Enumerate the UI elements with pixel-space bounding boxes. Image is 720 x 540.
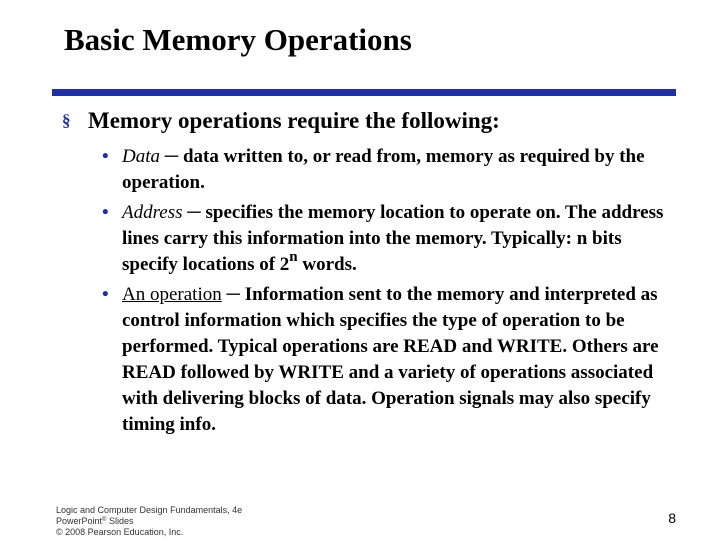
footer-line-2-a: PowerPoint: [56, 516, 103, 526]
footer-line-3: © 2008 Pearson Education, Inc.: [56, 527, 184, 537]
footer-registered-mark: ®: [102, 517, 107, 523]
footer-line-2-b: Slides: [106, 516, 134, 526]
dash: ─: [160, 146, 183, 167]
footer-line-2: [56, 516, 242, 527]
dash: ─: [221, 284, 245, 305]
list-item-data: [102, 144, 682, 196]
dash: ─: [182, 202, 206, 223]
term-operation: An operation: [122, 284, 222, 305]
item-text: specifies the memory location to operate on. The address lines carry this information into the memory. Typically: n bits specify locations of 2: [122, 202, 664, 275]
main-bullet-text: Memory operations require the following:: [88, 108, 500, 133]
slide-title: Basic Memory Operations: [64, 22, 412, 57]
square-bullet-icon: §: [62, 111, 71, 130]
page-number: 8: [668, 510, 676, 526]
main-bullet: [62, 108, 702, 134]
item-text-end: words.: [297, 254, 357, 275]
bullet-dot-icon: •: [102, 284, 109, 305]
item-text: data written to, or read from, memory as required by the operation.: [122, 146, 645, 193]
bullet-dot-icon: •: [102, 202, 109, 223]
exponent: n: [289, 249, 298, 265]
footer-credits: [56, 505, 242, 538]
sub-bullet-list: [102, 144, 682, 442]
title-divider: [52, 89, 676, 96]
term-data: Data: [122, 146, 160, 167]
item-text: Information sent to the memory and interpreted as control information which specifies the type of operation to be performed. Typical operations are READ and WRITE. Others are READ followed by WRITE and a variety of operations associated with delivering blocks of data. Operation signals may also specify timing info.: [122, 284, 659, 435]
list-item-address: [102, 200, 682, 278]
list-item-operation: [102, 282, 682, 438]
bullet-dot-icon: •: [102, 146, 109, 167]
term-address: Address: [122, 202, 183, 223]
footer-line-1: Logic and Computer Design Fundamentals, 4e: [56, 505, 243, 515]
